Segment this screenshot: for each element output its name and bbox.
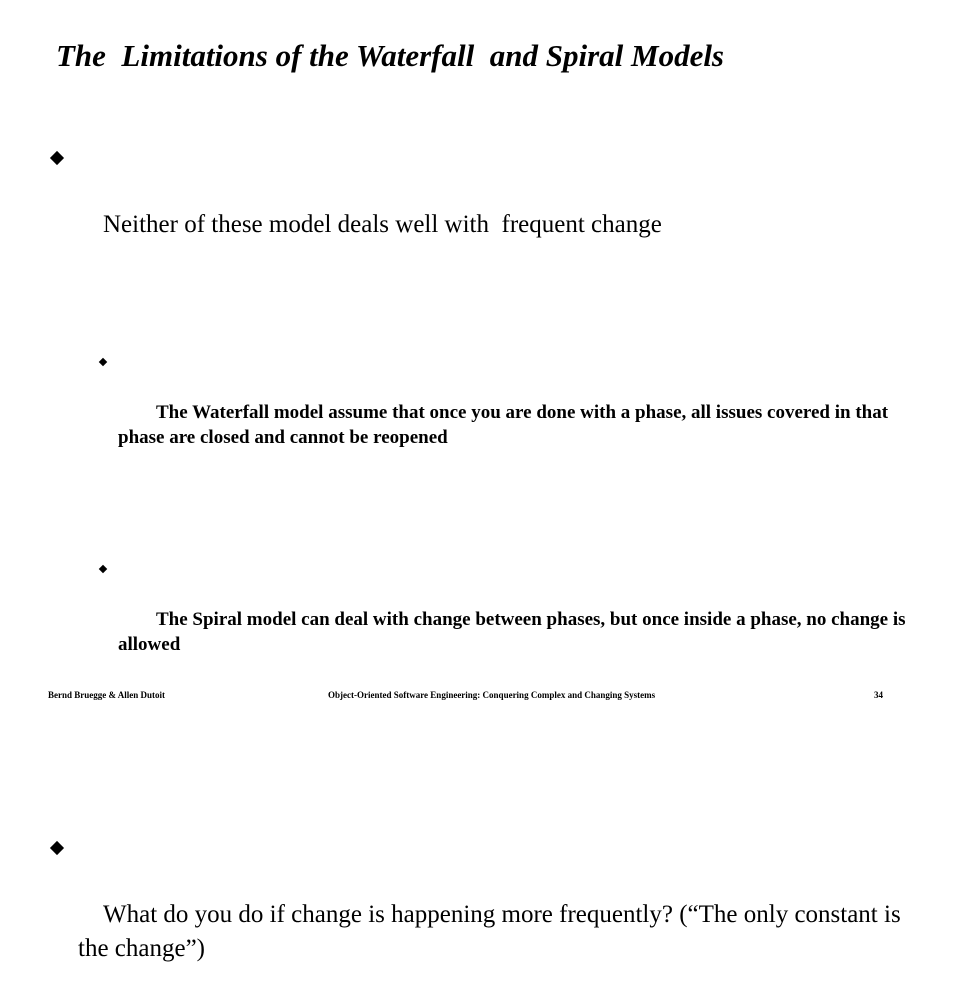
bullet-item bbox=[48, 830, 908, 1000]
sub-bullet-list bbox=[78, 282, 911, 750]
diamond-bullet-icon bbox=[50, 151, 64, 165]
sub-bullet-text: The Waterfall model assume that once you are done with a phase, all issues covered in that phase are closed and cannot be reopened bbox=[118, 402, 893, 448]
footer-book-title: Object-Oriented Software Engineering: Conquering Complex and Changing Systems bbox=[328, 690, 656, 700]
bullet-list bbox=[48, 140, 911, 1000]
diamond-bullet-icon bbox=[50, 841, 64, 855]
footer-page-number: 34 bbox=[874, 690, 883, 700]
small-diamond-bullet-icon bbox=[99, 358, 107, 366]
bullet-item bbox=[48, 140, 911, 818]
bullet-text: Neither of these model deals well with frequent change bbox=[103, 211, 662, 238]
bullet-text: What do you do if change is happening more frequently? (“The only constant is the change”) bbox=[78, 901, 907, 962]
slide-title: The Limitations of the Waterfall and Spiral Models bbox=[56, 38, 724, 73]
sub-bullet-item bbox=[78, 350, 908, 475]
sub-bullet-item bbox=[78, 557, 911, 682]
sub-bullet-text: The Spiral model can deal with change between phases, but once inside a phase, no change is allowed bbox=[118, 609, 911, 655]
small-diamond-bullet-icon bbox=[99, 565, 107, 573]
footer-authors: Bernd Bruegge & Allen Dutoit bbox=[48, 690, 165, 700]
